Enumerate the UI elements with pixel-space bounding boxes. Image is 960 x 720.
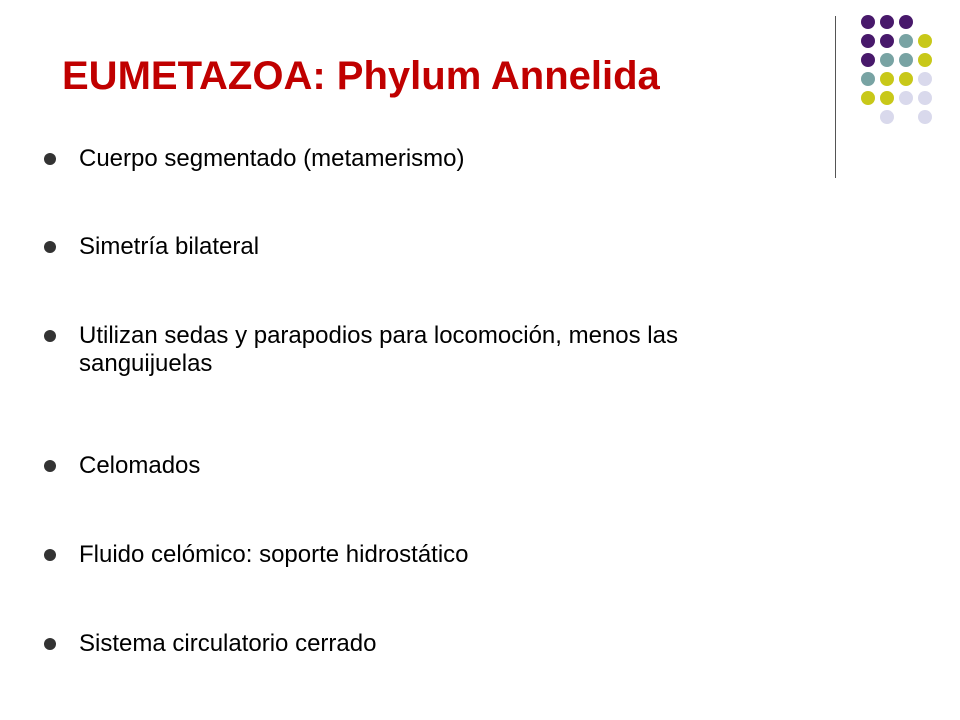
bullet-dot-icon <box>44 638 56 650</box>
bullet-dot-icon <box>44 330 56 342</box>
bullet-dot-icon <box>44 241 56 253</box>
bullet-dot-icon <box>44 460 56 472</box>
bullet-text: Simetría bilateral <box>79 233 260 260</box>
bullet-text: Celomados <box>79 452 201 479</box>
slide-title: EUMETAZOA: Phylum Annelida <box>62 54 660 98</box>
bullet-text: Utilizan sedas y parapodios para locomoción, menos las sanguijuelas <box>79 322 678 377</box>
bullet-text: Sistema circulatorio cerrado <box>79 630 377 657</box>
bullet-dot-icon <box>44 153 56 165</box>
bullet-text: Fluido celómico: soporte hidrostático <box>79 541 469 568</box>
bullet-text: Cuerpo segmentado (metamerismo) <box>79 145 465 172</box>
bullet-dot-icon <box>44 549 56 561</box>
